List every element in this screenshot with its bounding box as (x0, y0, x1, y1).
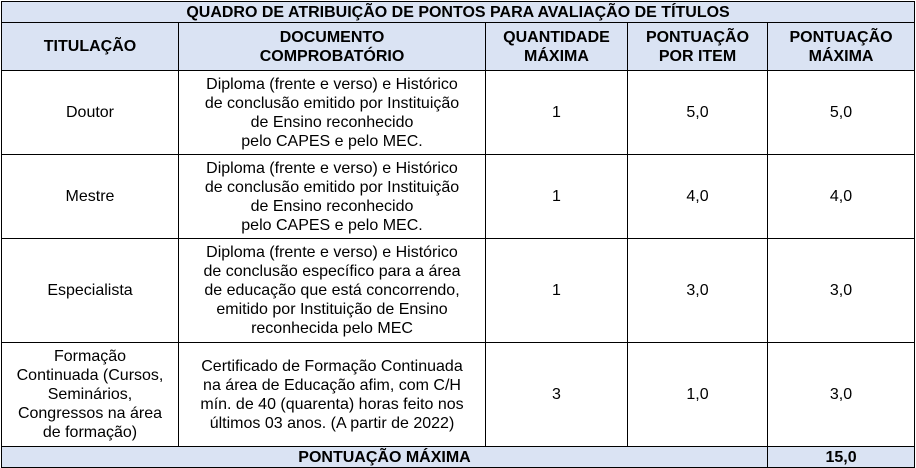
cell-pontuacao-item: 5,0 (628, 71, 768, 155)
cell-titulacao: Especialista (2, 239, 179, 343)
cell-pontuacao-item: 4,0 (628, 155, 768, 239)
cell-documento: Diploma (frente e verso) e Histórico de conclusão emitido por Instituição de Ensino reconhecido pelo CAPES e pelo MEC. (179, 155, 486, 239)
cell-pontuacao-maxima: 3,0 (768, 239, 915, 343)
total-value: 15,0 (768, 447, 915, 468)
cell-quantidade: 1 (486, 155, 628, 239)
col-header-quantidade: QUANTIDADE MÁXIMA (486, 23, 628, 71)
cell-documento: Diploma (frente e verso) e Histórico de conclusão emitido por Instituição de Ensino reconhecido pelo CAPES e pelo MEC. (179, 71, 486, 155)
cell-quantidade: 3 (486, 343, 628, 447)
table-row (2, 155, 915, 239)
cell-titulacao: Mestre (2, 155, 179, 239)
cell-documento: Certificado de Formação Continuada na área de Educação afim, com C/H mín. de 40 (quarenta) horas feito nos últimos 03 anos. (A partir de 2022) (179, 343, 486, 447)
cell-pontuacao-maxima: 4,0 (768, 155, 915, 239)
table-row (2, 239, 915, 343)
cell-titulacao: Formação Continuada (Cursos, Seminários, Congressos na área de formação) (2, 343, 179, 447)
cell-pontuacao-maxima: 3,0 (768, 343, 915, 447)
col-header-pontuacao-item: PONTUAÇÃO POR ITEM (628, 23, 768, 71)
cell-pontuacao-item: 1,0 (628, 343, 768, 447)
cell-pontuacao-maxima: 5,0 (768, 71, 915, 155)
col-header-titulacao: TITULAÇÃO (2, 23, 179, 71)
points-table (1, 1, 915, 468)
total-label: PONTUAÇÃO MÁXIMA (2, 447, 768, 468)
table-title: QUADRO DE ATRIBUIÇÃO DE PONTOS PARA AVALIAÇÃO DE TÍTULOS (2, 2, 915, 23)
cell-quantidade: 1 (486, 71, 628, 155)
cell-documento: Diploma (frente e verso) e Histórico de conclusão específico para a área de educação que está concorrendo, emitido por Instituição de Ensino reconhecida pelo MEC (179, 239, 486, 343)
cell-pontuacao-item: 3,0 (628, 239, 768, 343)
col-header-pontuacao-maxima: PONTUAÇÃO MÁXIMA (768, 23, 915, 71)
col-header-documento: DOCUMENTO COMPROBATÓRIO (179, 23, 486, 71)
table-row (2, 71, 915, 155)
cell-quantidade: 1 (486, 239, 628, 343)
cell-titulacao: Doutor (2, 71, 179, 155)
table-row (2, 343, 915, 447)
